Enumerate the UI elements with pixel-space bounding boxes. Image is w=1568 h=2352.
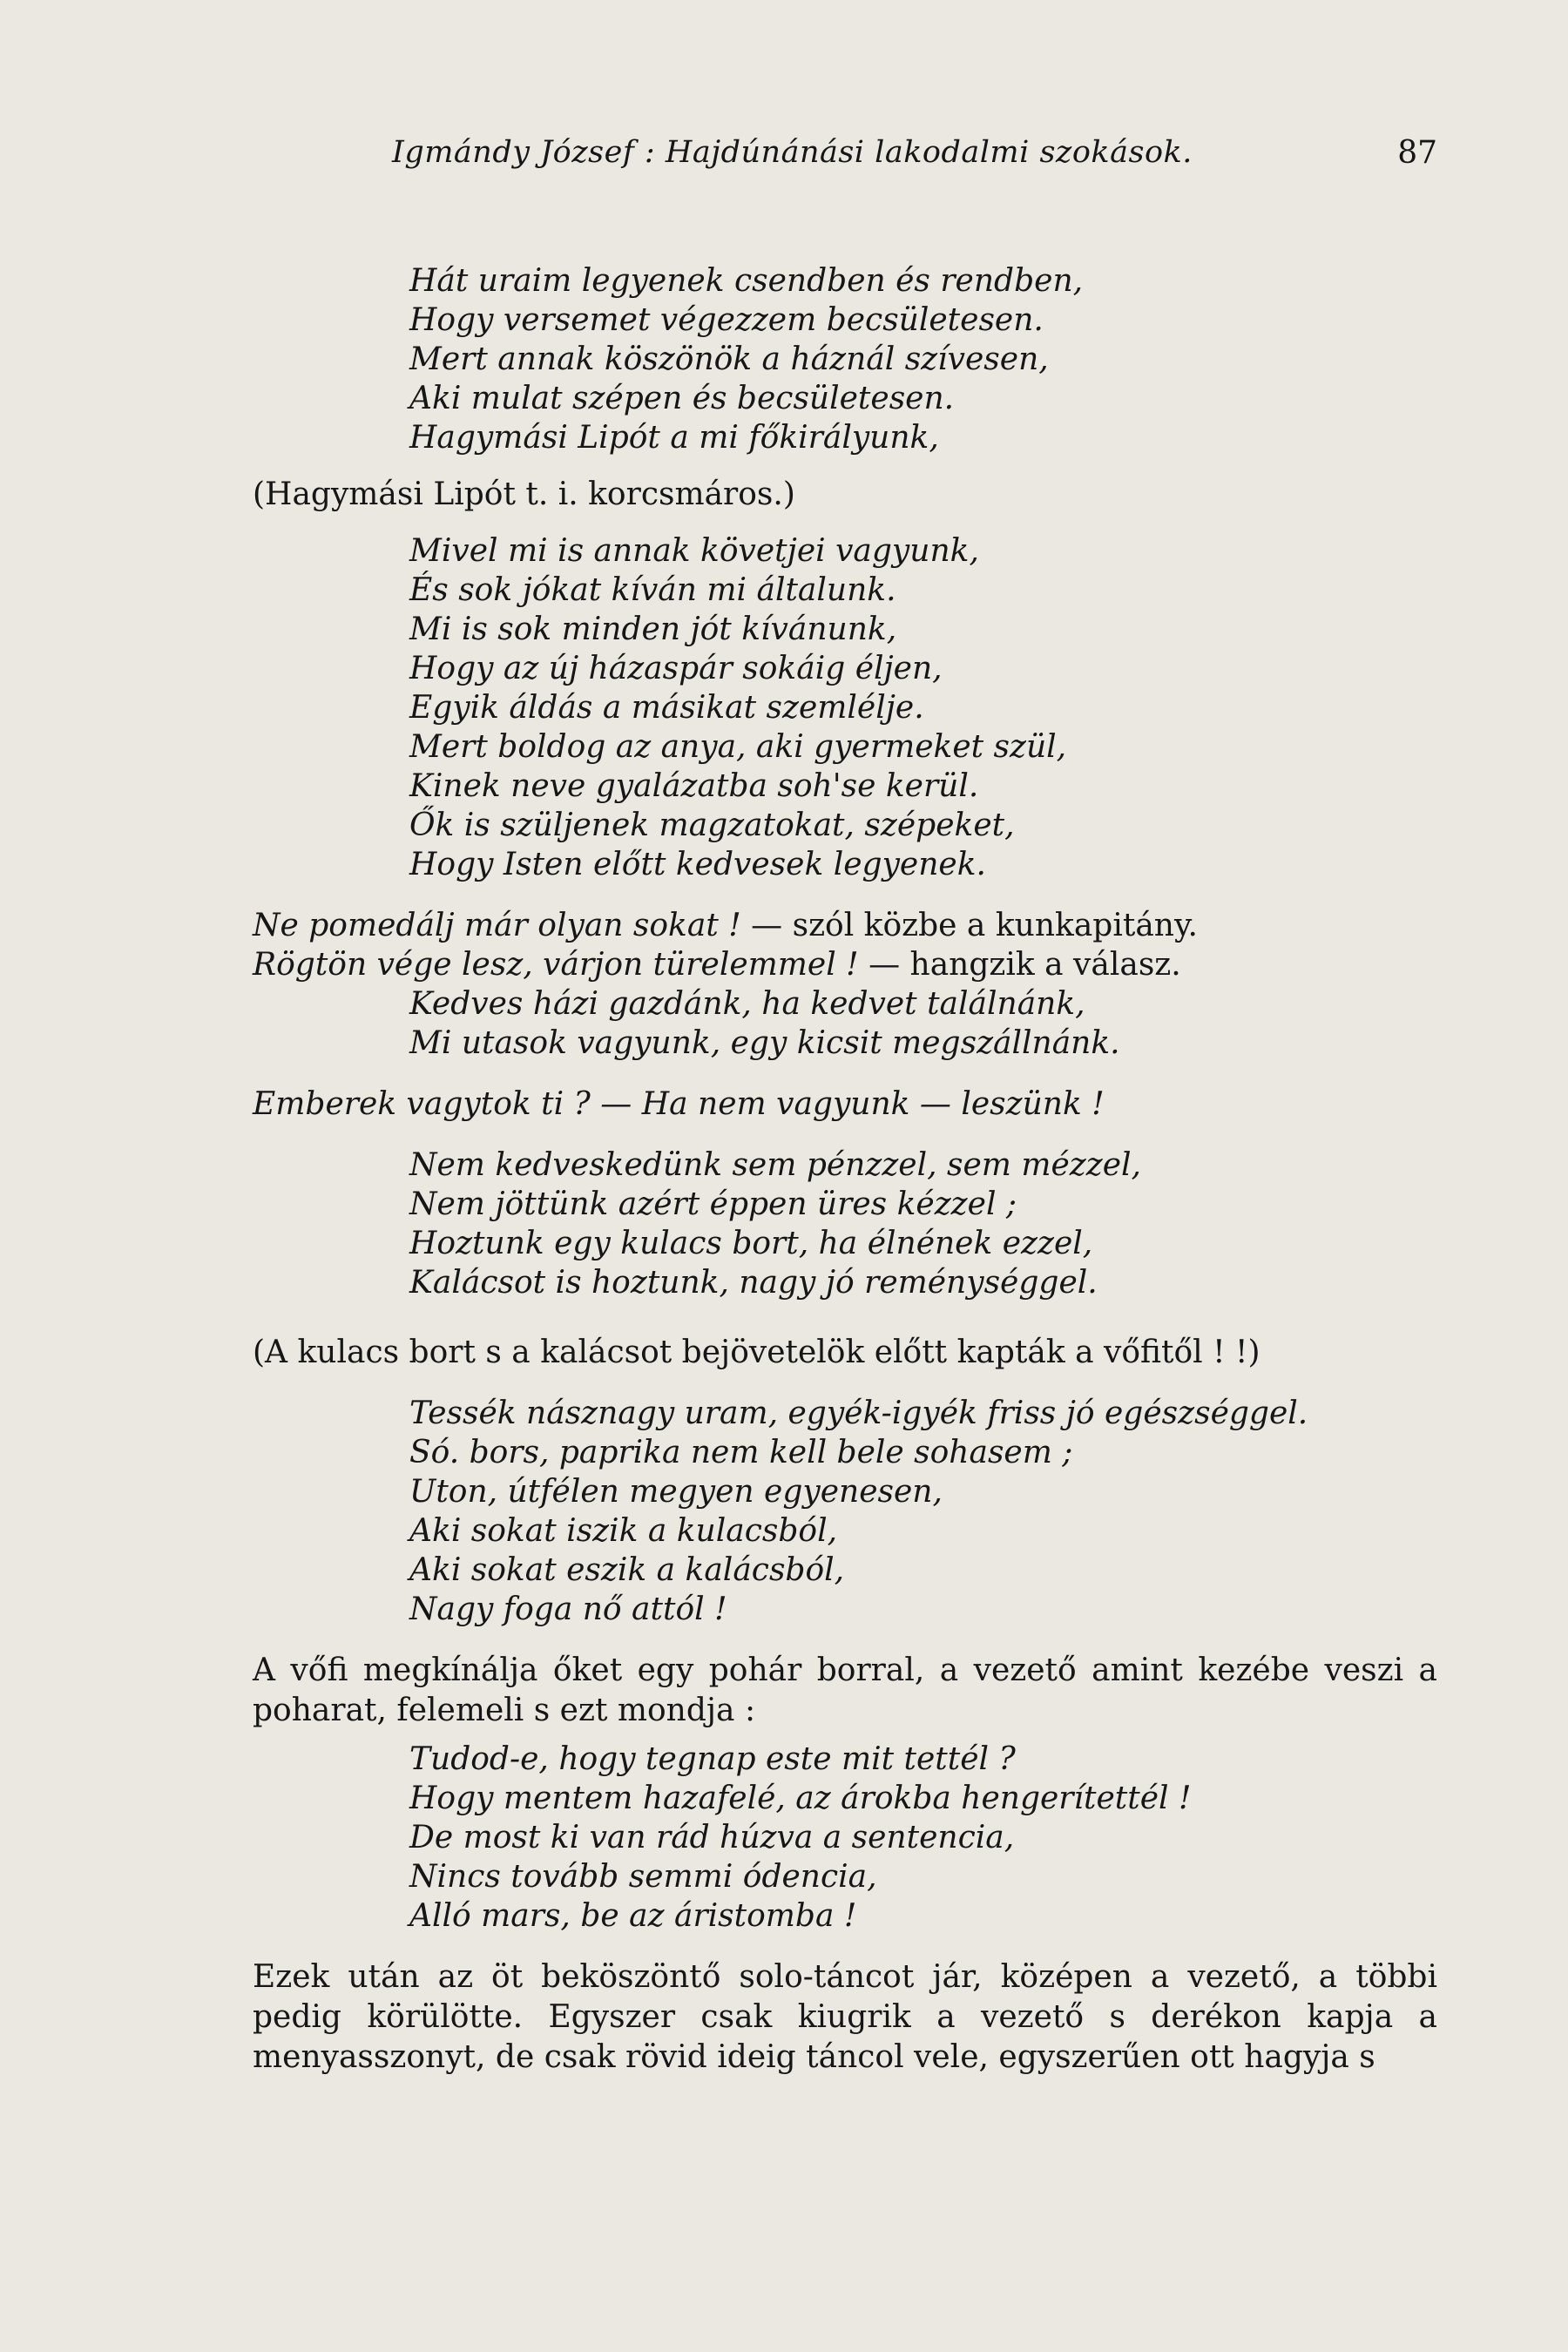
verse-block-2	[253, 531, 1437, 884]
verse-line: Nem kedveskedünk sem pénzzel, sem mézzel,	[409, 1147, 1141, 1183]
verse-line: És sok jókat kíván mi általunk.	[409, 572, 896, 608]
verse-line: Mi is sok minden jót kívánunk,	[409, 612, 897, 647]
verse-line: Hogy az új házaspár sokáig éljen,	[409, 651, 943, 686]
verse-line: Egyik áldás a másikat szemlélje.	[409, 690, 924, 726]
verse-line: Kedves házi gazdánk, ha kedvet találnánk,	[409, 986, 1085, 1022]
verse-block-5	[253, 1394, 1437, 1629]
editor-note: (Hagymási Lipót t. i. korcsmáros.)	[253, 476, 795, 512]
dialog-quote: Rögtön vége lesz, várjon türelemmel !	[253, 947, 859, 983]
verse-line: Hát uraim legyenek csendben és rendben,	[409, 263, 1084, 299]
verse-line: Mert annak köszönök a háznál szívesen,	[409, 341, 1049, 377]
verse-line: Uton, útfélen megyen egyenesen,	[409, 1474, 943, 1510]
page-number: 87	[1397, 135, 1437, 171]
verse-line: Hoztunk egy kulacs bort, ha élnének ezzel,	[409, 1226, 1093, 1261]
dialog-attribution: — hangzik a válasz.	[858, 947, 1181, 983]
verse-block-3	[253, 984, 1437, 1063]
verse-line: Só. bors, paprika nem kell bele sohasem ;	[409, 1435, 1073, 1470]
dialog-line-1	[253, 906, 1437, 945]
verse-line: Tudod-e, hogy tegnap este mit tettél ?	[409, 1741, 1016, 1777]
verse-line: Kinek neve gyalázatba soh'se kerül.	[409, 768, 979, 804]
dialog-line-2	[253, 945, 1437, 984]
verse-line: Hogy mentem hazafelé, az árokba hengerítettél !	[409, 1781, 1192, 1816]
verse-line: Aki mulat szépen és becsületesen.	[409, 381, 955, 416]
verse-line: Mert boldog az anya, aki gyermeket szül,	[409, 729, 1067, 765]
dialog-line-3	[253, 1085, 1437, 1124]
verse-line: Ők is szüljenek magzatokat, szépeket,	[409, 808, 1015, 843]
verse-line: Aki sokat eszik a kalácsból,	[409, 1552, 845, 1588]
prose-text: A vőfi megkínálja őket egy pohár borral, a vezető amint kezébe veszi a poharat, felemeli s ezt mondja :	[253, 1652, 1437, 1728]
verse-line: Alló mars, be az áristomba !	[409, 1898, 857, 1934]
verse-block-1	[253, 261, 1437, 457]
verse-line: Hagymási Lipót a mi főkirályunk,	[409, 420, 939, 456]
page-header	[392, 135, 1437, 184]
verse-line: Tessék násznagy uram, egyék-igyék friss jó egészséggel.	[409, 1396, 1308, 1431]
dialog-quote: Emberek vagytok ti ? — Ha nem vagyunk — leszünk !	[253, 1086, 1105, 1122]
verse-line: De most ki van rád húzva a sentencia,	[409, 1820, 1015, 1855]
prose-paragraph-1	[253, 1651, 1437, 1731]
verse-line: Nagy foga nő attól !	[409, 1592, 727, 1627]
page-content	[253, 261, 1437, 2078]
verse-line: Hogy Isten előtt kedvesek legyenek.	[409, 847, 986, 882]
verse-line: Nem jöttünk azért éppen üres kézzel ;	[409, 1186, 1017, 1222]
editor-note: (A kulacs bort s a kalácsot bejövetelök előtt kapták a vőfitől ! !)	[253, 1335, 1260, 1370]
verse-line: Kalácsot is hoztunk, nagy jó reménységgel.	[409, 1265, 1098, 1301]
running-title: Igmándy József : Hajdúnánási lakodalmi szokások.	[392, 135, 1193, 170]
verse-line: Aki sokat iszik a kulacsból,	[409, 1513, 838, 1549]
verse-block-6	[253, 1740, 1437, 1936]
prose-paragraph-2	[253, 1957, 1437, 2078]
dialog-quote: Ne pomedálj már olyan sokat !	[253, 908, 741, 943]
verse-block-4	[253, 1146, 1437, 1302]
dialog-attribution: — szól közbe a kunkapitány.	[740, 908, 1198, 943]
prose-text: Ezek után az öt beköszöntő solo-táncot jár, középen a vezető, a többi pedig körülötte. Egyszer csak kiugrik a vezető s derékon kapja a menyasszonyt, de csak rövid ideig táncol vele, egyszerűen ott hagyja s	[253, 1959, 1437, 2075]
verse-line: Nincs tovább semmi ódencia,	[409, 1859, 877, 1895]
verse-line: Hogy versemet végezzem becsületesen.	[409, 302, 1044, 338]
verse-line: Mivel mi is annak követjei vagyunk,	[409, 533, 979, 569]
verse-line: Mi utasok vagyunk, egy kicsit megszállnánk.	[409, 1025, 1120, 1061]
